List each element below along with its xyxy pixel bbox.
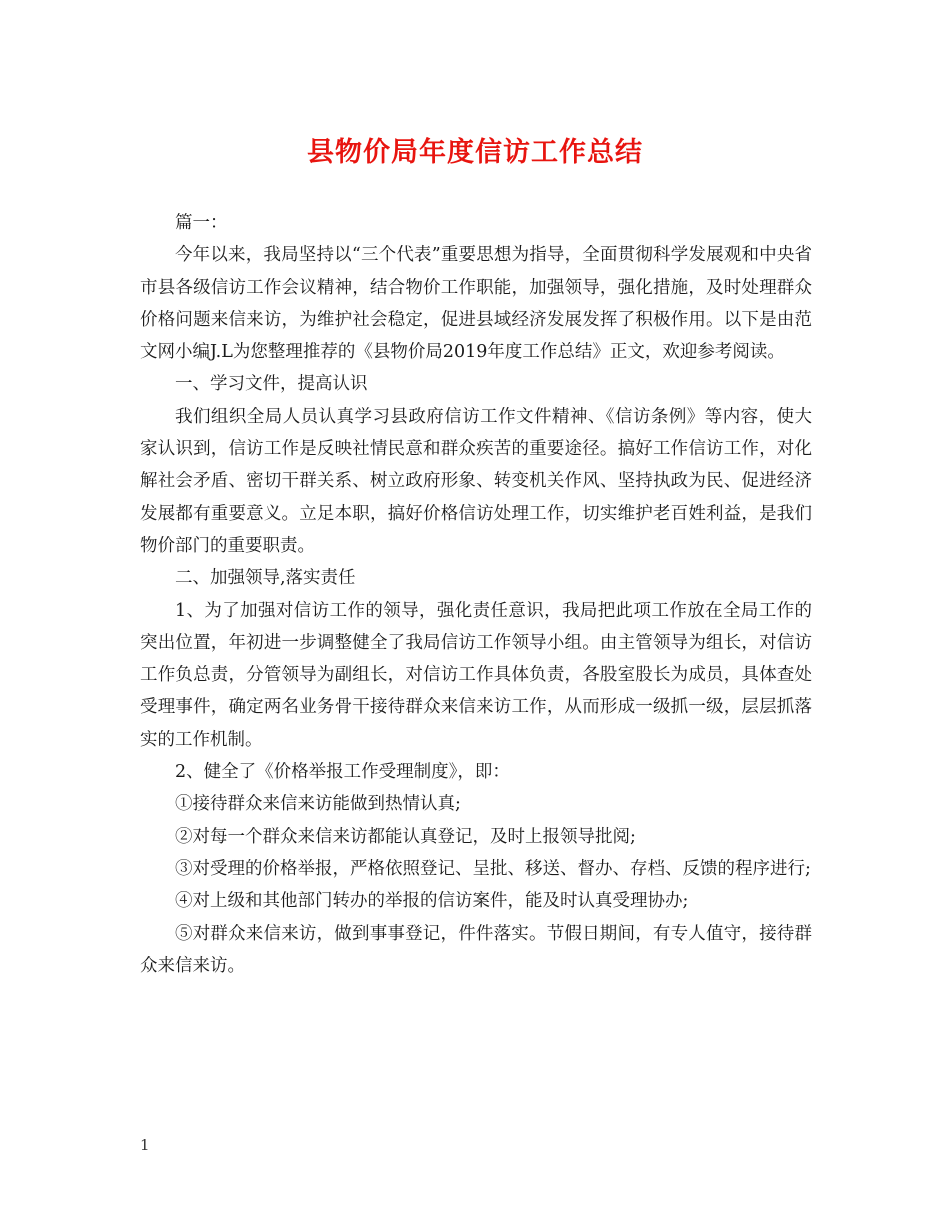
document-title: 县物价局年度信访工作总结 [307,137,643,168]
paragraph-item-2: 2、健全了《价格举报工作受理制度》，即： [175,762,510,783]
list-item-circled-3: ③对受理的价格举报，严格依照登记、呈批、移送、督办、存档、反馈的程序进行; [175,858,811,879]
list-item-circled-1: ①接待群众来信来访能做到热情认真; [175,794,461,815]
list-item-circled-5: ⑤对群众来信来访，做到事事登记，件件落实。节假日期间，有专人值守，接待群众来信来访。 [140,923,812,976]
page-number: 1 [140,1136,150,1154]
paragraph-intro: 今年以来，我局坚持以“三个代表”重要思想为指导，全面贯彻科学发展观和中央省市县各级信访工作会议精神，结合物价工作职能，加强领导，强化措施，及时处理群众价格问题来信来访，为维护社会稳定，促进县域经济发展发挥了积极作用。以下是由范文网小编J.L为您整理推荐的《县物价局2019年度工作总结》正文，欢迎参考阅读。 [140,245,812,363]
heading-section-1: 一、学习文件，提高认识 [175,374,368,395]
heading-section-2: 二、加强领导,落实责任 [175,568,356,589]
list-item-circled-4: ④对上级和其他部门转办的举报的信访案件，能及时认真受理协办; [175,891,689,912]
paragraph-section-label: 篇一： [175,213,228,233]
paragraph-item-1: 1、为了加强对信访工作的领导，强化责任意识，我局把此项工作放在全局工作的突出位置，年初进一步调整健全了我局信访工作领导小组。由主管领导为组长，对信访工作负总责，分管领导为副组长，对信访工作具体负责，各股室股长为成员，具体查处受理事件，确定两名业务骨干接待群众来信来访工作，从而形成一级抓一级，层层抓落实的工作机制。 [140,600,812,750]
list-item-circled-2: ②对每一个群众来信来访都能认真登记，及时上报领导批阅; [175,826,636,847]
paragraph-section-1: 我们组织全局人员认真学习县政府信访工作文件精神、《信访条例》等内容，使大家认识到，信访工作是反映社情民意和群众疾苦的重要途径。搞好工作信访工作，对化解社会矛盾、密切干群关系、树立政府形象、转变机关作风、坚持执政为民、促进经济发展都有重要意义。立足本职，搞好价格信访处理工作，切实维护老百姓利益，是我们物价部门的重要职责。 [140,406,812,556]
document-body [140,207,812,982]
